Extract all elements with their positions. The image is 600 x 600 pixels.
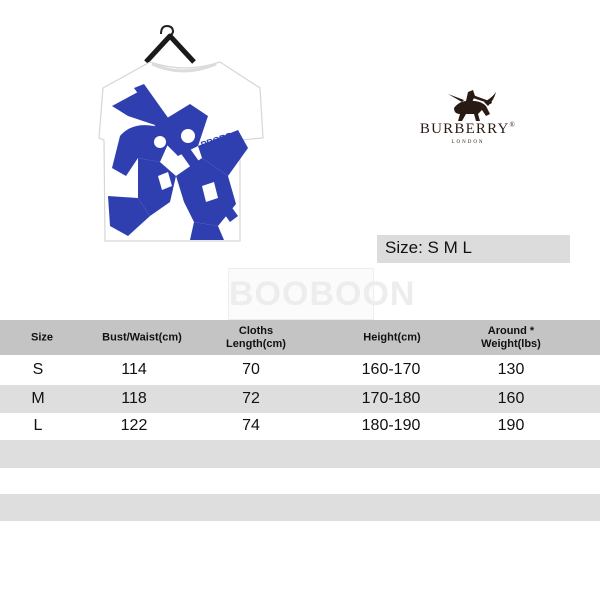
cell-size: M: [31, 390, 45, 407]
cell-height: 160-170: [361, 361, 421, 378]
brand-name: BURBERRY®: [419, 121, 517, 137]
brand-sub: LONDON: [451, 140, 485, 145]
print-text: PRORS: [199, 130, 234, 150]
cell-bust: 114: [121, 361, 147, 378]
header-bust: Bust/Waist(cm): [102, 331, 182, 343]
header-size: Size: [30, 331, 54, 343]
empty-row-band: [0, 440, 600, 468]
header-weight: [481, 325, 541, 351]
header-height: Height(cm): [363, 331, 421, 343]
cell-size: S: [32, 361, 44, 378]
cell-bust: 118: [121, 390, 147, 407]
header-weight-line2: Weight(lbs): [481, 337, 541, 350]
table-header: [0, 320, 600, 355]
header-length: [226, 325, 286, 351]
cell-size: L: [33, 417, 43, 434]
table-row: [0, 386, 600, 412]
cell-length: 70: [242, 361, 260, 378]
tshirt-icon: [98, 26, 268, 246]
header-weight-line1: Around *: [487, 324, 535, 337]
header-length-line2: Length(cm): [226, 337, 286, 350]
size-box: [377, 235, 570, 263]
product-image: [98, 26, 268, 246]
cell-weight: 130: [497, 361, 525, 378]
size-label: Size: S M L: [385, 238, 472, 257]
cell-length: 72: [242, 390, 260, 407]
table-row: [0, 413, 600, 439]
cell-height: 180-190: [361, 417, 421, 434]
cell-length: 74: [242, 417, 260, 434]
table-row: [0, 357, 600, 383]
cell-weight: 190: [497, 417, 525, 434]
cell-weight: 160: [497, 390, 525, 407]
brand-logo: [398, 88, 538, 158]
watermark: BOOBOON: [228, 268, 374, 320]
empty-row-band: [0, 494, 600, 521]
cell-bust: 122: [120, 417, 148, 434]
header-length-line1: Cloths: [238, 324, 274, 337]
knight-logo-icon: [440, 88, 500, 122]
cell-height: 170-180: [361, 390, 421, 407]
